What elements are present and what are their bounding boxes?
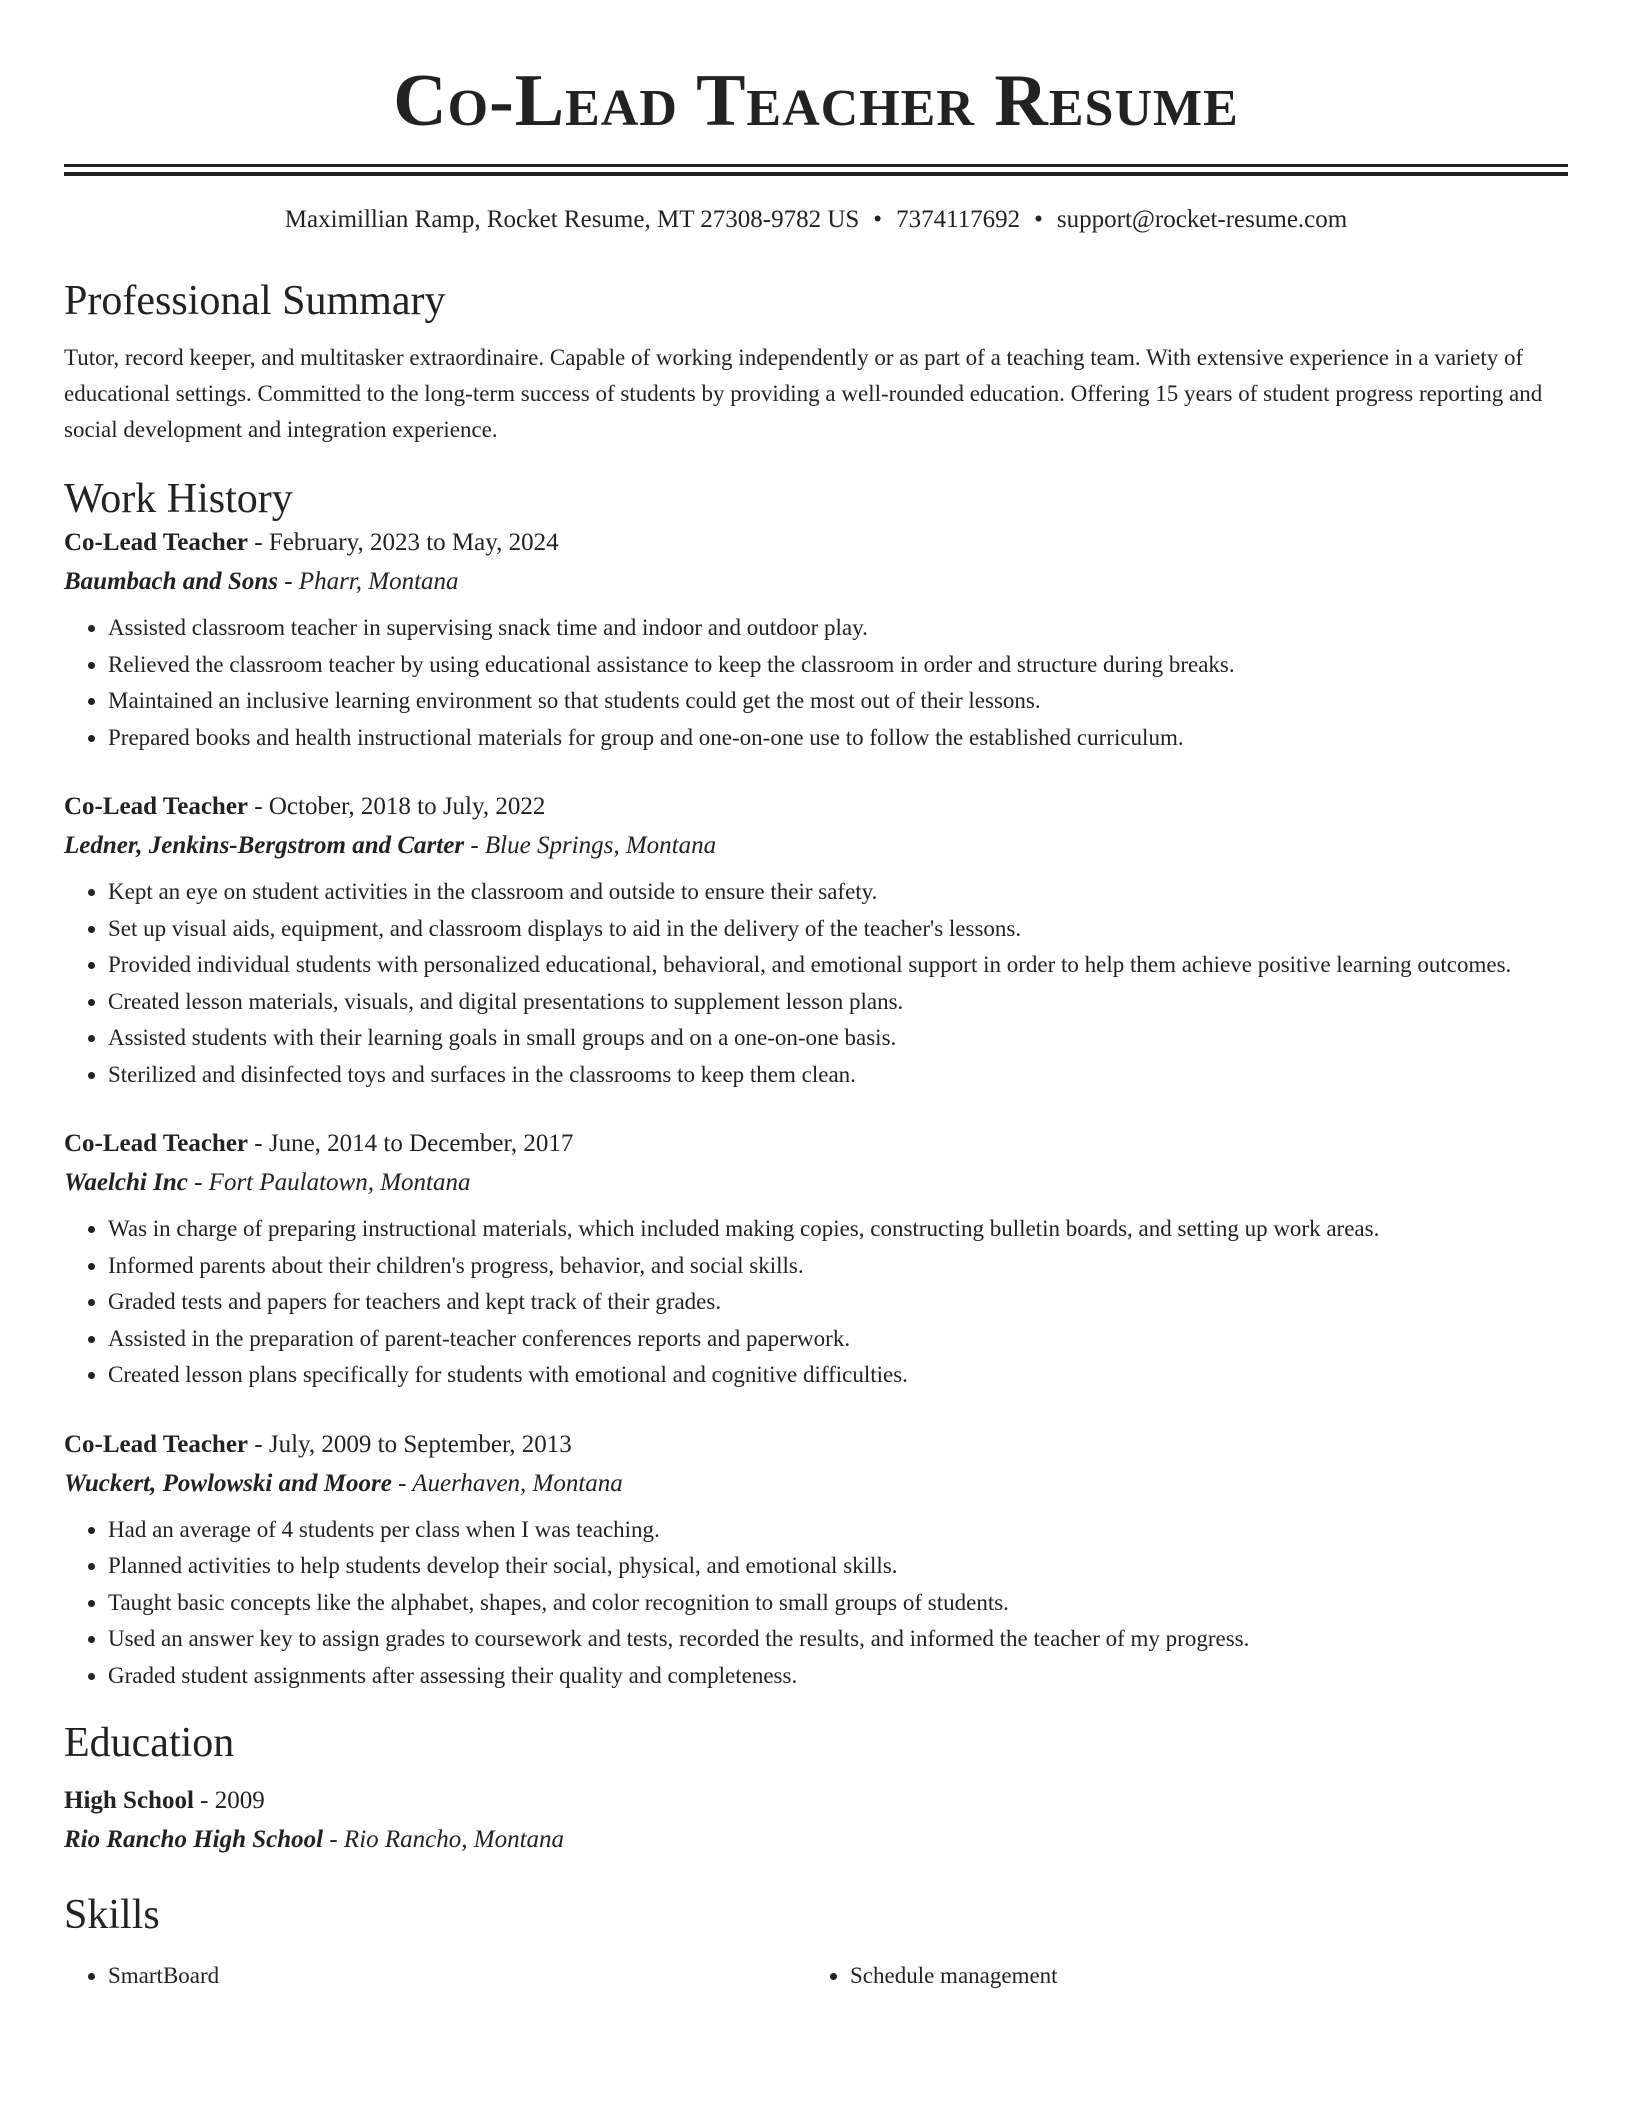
skills-heading: Skills <box>64 1892 160 1938</box>
job-entry <box>64 1125 1568 1394</box>
summary-heading: Professional Summary <box>64 278 446 324</box>
job-duty: • Used an answer key to assign grades to coursework and tests, recorded the results, and informed the teacher of my progress. <box>108 1621 1568 1658</box>
job-duty: • Sterilized and disinfected toys and surfaces in the classrooms to keep them clean. <box>108 1057 1568 1094</box>
title-divider-bottom <box>64 172 1568 176</box>
work-history-list <box>64 524 1568 1694</box>
job-duty: • Taught basic concepts like the alphabet, shapes, and color recognition to small groups of students. <box>108 1585 1568 1622</box>
resume-title: Co-Lead Teacher Resume <box>393 60 1239 142</box>
job-duty: • Was in charge of preparing instructional materials, which included making copies, constructing bulletin boards, and setting up work areas. <box>108 1211 1568 1248</box>
job-duty: • Assisted in the preparation of parent-teacher conferences reports and paperwork. <box>108 1321 1568 1358</box>
job-duty: • Prepared books and health instructional materials for group and one-on-one use to follow the established curriculum. <box>108 720 1568 757</box>
education-institution <box>64 1820 1568 1860</box>
job-dates: - July, 2009 to September, 2013 <box>248 1430 572 1458</box>
job-location: - Blue Springs, Montana <box>464 832 717 859</box>
job-header <box>64 1125 1568 1163</box>
job-employer <box>64 1163 1568 1203</box>
job-dates: - October, 2018 to July, 2022 <box>248 793 546 820</box>
job-company: Waelchi Inc <box>64 1169 188 1196</box>
job-duty: • Assisted classroom teacher in supervising snack time and indoor and outdoor play. <box>108 610 1568 647</box>
job-employer <box>64 1464 1568 1504</box>
job-company: Wuckert, Powlowski and Moore <box>64 1469 392 1497</box>
skills-grid <box>64 1958 1568 1994</box>
job-header <box>64 788 1568 826</box>
job-duty: • Kept an eye on student activities in the classroom and outside to ensure their safety. <box>108 874 1568 911</box>
job-dates: - June, 2014 to December, 2017 <box>248 1130 574 1157</box>
job-duty: • Created lesson materials, visuals, and digital presentations to supplement lesson plans. <box>108 984 1568 1021</box>
work-history-heading: Work History <box>64 476 293 522</box>
job-duty: • Graded student assignments after assessing their quality and completeness. <box>108 1658 1568 1695</box>
job-role: Co-Lead Teacher <box>64 1130 249 1157</box>
job-role: Co-Lead Teacher <box>64 529 249 556</box>
job-entry <box>64 788 1568 1093</box>
job-location: - Auerhaven, Montana <box>391 1469 623 1497</box>
job-duty: • Set up visual aids, equipment, and classroom displays to aid in the delivery of the teacher's lessons. <box>108 911 1568 948</box>
job-entry <box>64 524 1568 756</box>
skill-item: • Schedule management <box>850 1958 1548 1994</box>
job-employer <box>64 562 1568 602</box>
job-duty: • Informed parents about their children's progress, behavior, and social skills. <box>108 1248 1568 1285</box>
job-role: Co-Lead Teacher <box>64 793 249 820</box>
job-duties <box>64 1512 1568 1695</box>
contact-line <box>64 204 1568 236</box>
job-duties <box>64 874 1568 1093</box>
job-duty: • Planned activities to help students develop their social, physical, and emotional skills. <box>108 1548 1568 1585</box>
job-company: Ledner, Jenkins-Bergstrom and Carter <box>64 832 465 859</box>
skills-column-right <box>806 1958 1548 1994</box>
job-company: Baumbach and Sons <box>64 568 278 595</box>
job-header <box>64 524 1568 562</box>
job-duties <box>64 1211 1568 1394</box>
job-duty: • Provided individual students with personalized educational, behavioral, and emotional support in order to help them achieve positive learning outcomes. <box>108 947 1568 984</box>
education-year: - 2009 <box>193 1787 265 1814</box>
contact-email: support@rocket-resume.com <box>1056 206 1348 233</box>
job-duty: • Created lesson plans specifically for students with emotional and cognitive difficulties. <box>108 1357 1568 1394</box>
contact-separator: • <box>1034 206 1043 233</box>
job-duty: • Graded tests and papers for teachers and kept track of their grades. <box>108 1284 1568 1321</box>
summary-text: Tutor, record keeper, and multitasker extraordinaire. Capable of working independently or as part of a teaching team. With extensive experience in a variety of educational settings. Committed to the long-term success of students by providing a well-rounded education. Offering 15 years of student progress reporting and social development and integration experience. <box>64 345 1543 442</box>
education-header <box>64 1782 1568 1820</box>
education-heading: Education <box>64 1720 235 1766</box>
job-duties <box>64 610 1568 756</box>
job-employer <box>64 826 1568 866</box>
job-duty: • Maintained an inclusive learning environment so that students could get the most out of their lessons. <box>108 683 1568 720</box>
skill-item: • SmartBoard <box>108 1958 806 1994</box>
skills-column-left <box>64 1958 806 1994</box>
title-divider-top <box>64 164 1568 167</box>
job-entry <box>64 1426 1568 1695</box>
resume-page <box>64 0 1568 1994</box>
job-duty: • Relieved the classroom teacher by using educational assistance to keep the classroom in order and structure during breaks. <box>108 647 1568 684</box>
job-header <box>64 1426 1568 1464</box>
education-degree: High School <box>64 1787 194 1814</box>
job-dates: - February, 2023 to May, 2024 <box>248 529 559 556</box>
contact-address: Maximillian Ramp, Rocket Resume, MT 27308-9782 US <box>284 206 860 233</box>
contact-phone: 7374117692 <box>896 206 1021 233</box>
education-location: - Rio Rancho, Montana <box>323 1826 565 1853</box>
job-duty: • Assisted students with their learning goals in small groups and on a one-on-one basis. <box>108 1020 1568 1057</box>
education-school: Rio Rancho High School <box>64 1826 324 1853</box>
job-location: - Pharr, Montana <box>277 568 459 595</box>
job-role: Co-Lead Teacher <box>64 1430 249 1458</box>
job-duty: • Had an average of 4 students per class when I was teaching. <box>108 1512 1568 1549</box>
contact-separator: • <box>873 206 883 233</box>
job-location: - Fort Paulatown, Montana <box>187 1169 471 1196</box>
